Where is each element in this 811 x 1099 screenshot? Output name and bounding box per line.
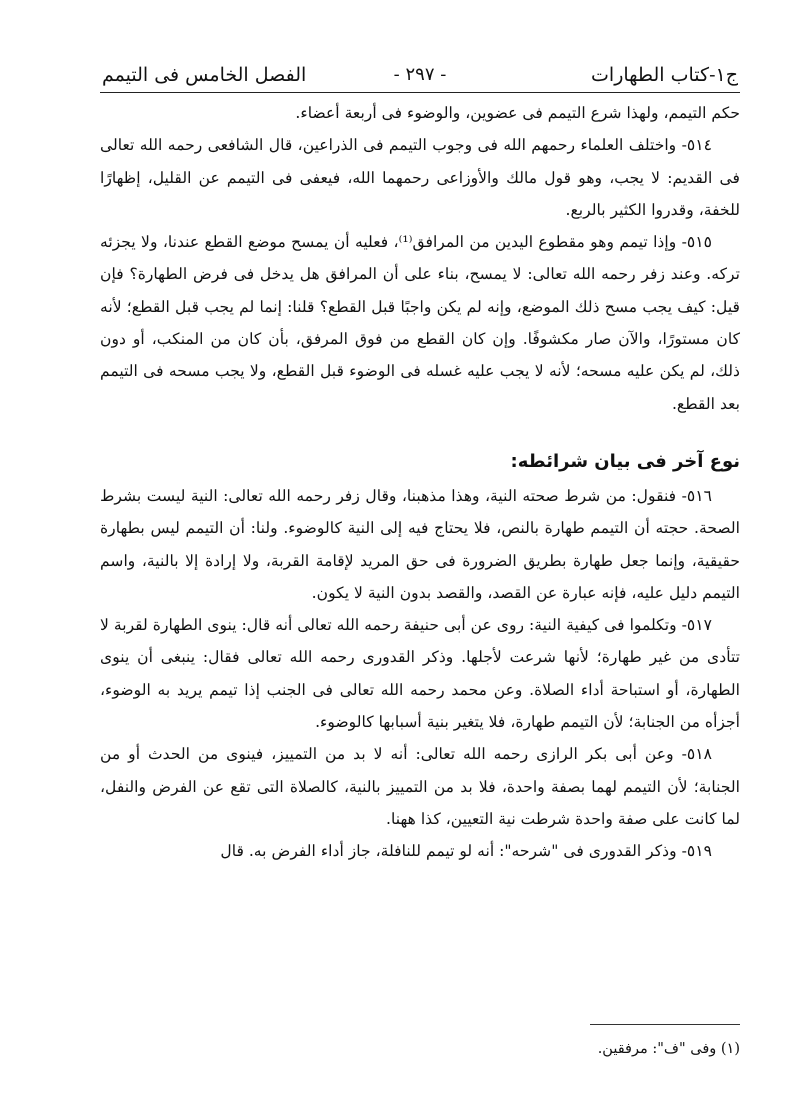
paragraph-519: ٥١٩- وذكر القدورى فى "شرحه": أنه لو تيمم للنافلة، جاز أداء الفرض به. قال (220, 842, 712, 861)
paragraph-516: ٥١٦- فنقول: من شرط صحته النية، وهذا مذهبنا، وقال زفر رحمه الله تعالى: النية ليست بشرط الصحة. حجته أن التيمم طهارة بالنص، فلا يحتاج فيه إلى النية كالوضوء. ولنا: أن التيمم ليس بطهارة حقيقية، وإنما جعل طهارة بطريق الضرورة فى حق المريد لإقامة القربة، ولا إرادة إلا بالنية، واسم التيمم دليل عليه، فإنه عبارة عن القصد، والقصد بدون النية لا يكون. (100, 486, 740, 602)
page-header (100, 58, 740, 93)
section-heading: نوع آخر فى بيان شرائطه: (510, 450, 740, 472)
paragraph-515: ٥١٥- وإذا تيمم وهو مقطوع اليدين من المرافق⁽¹⁾، فعليه أن يمسح موضع القطع عندنا، ولا يجزئه تركه. وعند زفر رحمه الله تعالى: لا يمسح، بناء على أن المرافق هل يدخل فى فرض الطهارة؟ فإن قيل: كيف يجب مسح ذلك الموضع، وإنه لم يكن واجبًا قبل القطع؟ قلنا: إنما لم يجب قبل القطع؛ لأنه كان مستورًا، والآن صار مكشوفًا. وإن كان القطع من فوق المرفق، بأن كان من المنكب، أو دون ذلك، لم يكن عليه مسحه؛ لأنه لا يجب عليه غسله فى الوضوء قبل القطع، ولا يجب مسحه فى التيمم بعد القطع. (100, 233, 740, 413)
header-volume-book: ج١-كتاب الطهارات (591, 64, 738, 86)
paragraph-517: ٥١٧- وتكلموا فى كيفية النية: روى عن أبى حنيفة رحمه الله تعالى أنه قال: ينوى الطهارة لقربة لا تتأدى من غير طهارة؛ لأنها شرعت لأجلها. وذكر القدورى رحمه الله تعالى فقال: ينبغى أن ينوى الطهارة، أو استباحة أداء الصلاة. وعن محمد رحمه الله تعالى فى الجنب إذا تيمم يريد به الوضوء، أجزأه من الجنابة؛ لأن التيمم طهارة، فلا يتغير بنية أسبابها كالوضوء. (100, 616, 740, 732)
header-page-number: - ٢٩٧ - (393, 64, 447, 85)
paragraph-518: ٥١٨- وعن أبى بكر الرازى رحمه الله تعالى: أنه لا بد من التمييز، فينوى من الحدث أو من الجنابة؛ لأن التيمم لهما بصفة واحدة، فلا بد من التمييز بالنية، كالصلاة التى تقع عن الفرض والنفل، لما كانت على صفة واحدة شرطت نية التعيين، كذا ههنا. (100, 745, 740, 828)
header-chapter: الفصل الخامس فى التيمم (102, 64, 307, 86)
paragraph-continuation: حكم التيمم، ولهذا شرع التيمم فى عضوين، والوضوء فى أربعة أعضاء. (295, 104, 740, 122)
footnote: (١) وفى "ف": مرفقين. (597, 1041, 740, 1057)
footnote-divider (590, 1024, 740, 1025)
paragraph-514: ٥١٤- واختلف العلماء رحمهم الله فى وجوب التيمم فى الذراعين، قال الشافعى رحمه الله تعالى فى القديم: لا يجب، وهو قول مالك والأوزاعى رحمهما الله، فيعفى فى التيمم عن القليل، إظهارًا للخفة، وقدروا الكثير بالربع. (100, 136, 740, 219)
page-body (100, 97, 740, 868)
page (100, 58, 740, 868)
